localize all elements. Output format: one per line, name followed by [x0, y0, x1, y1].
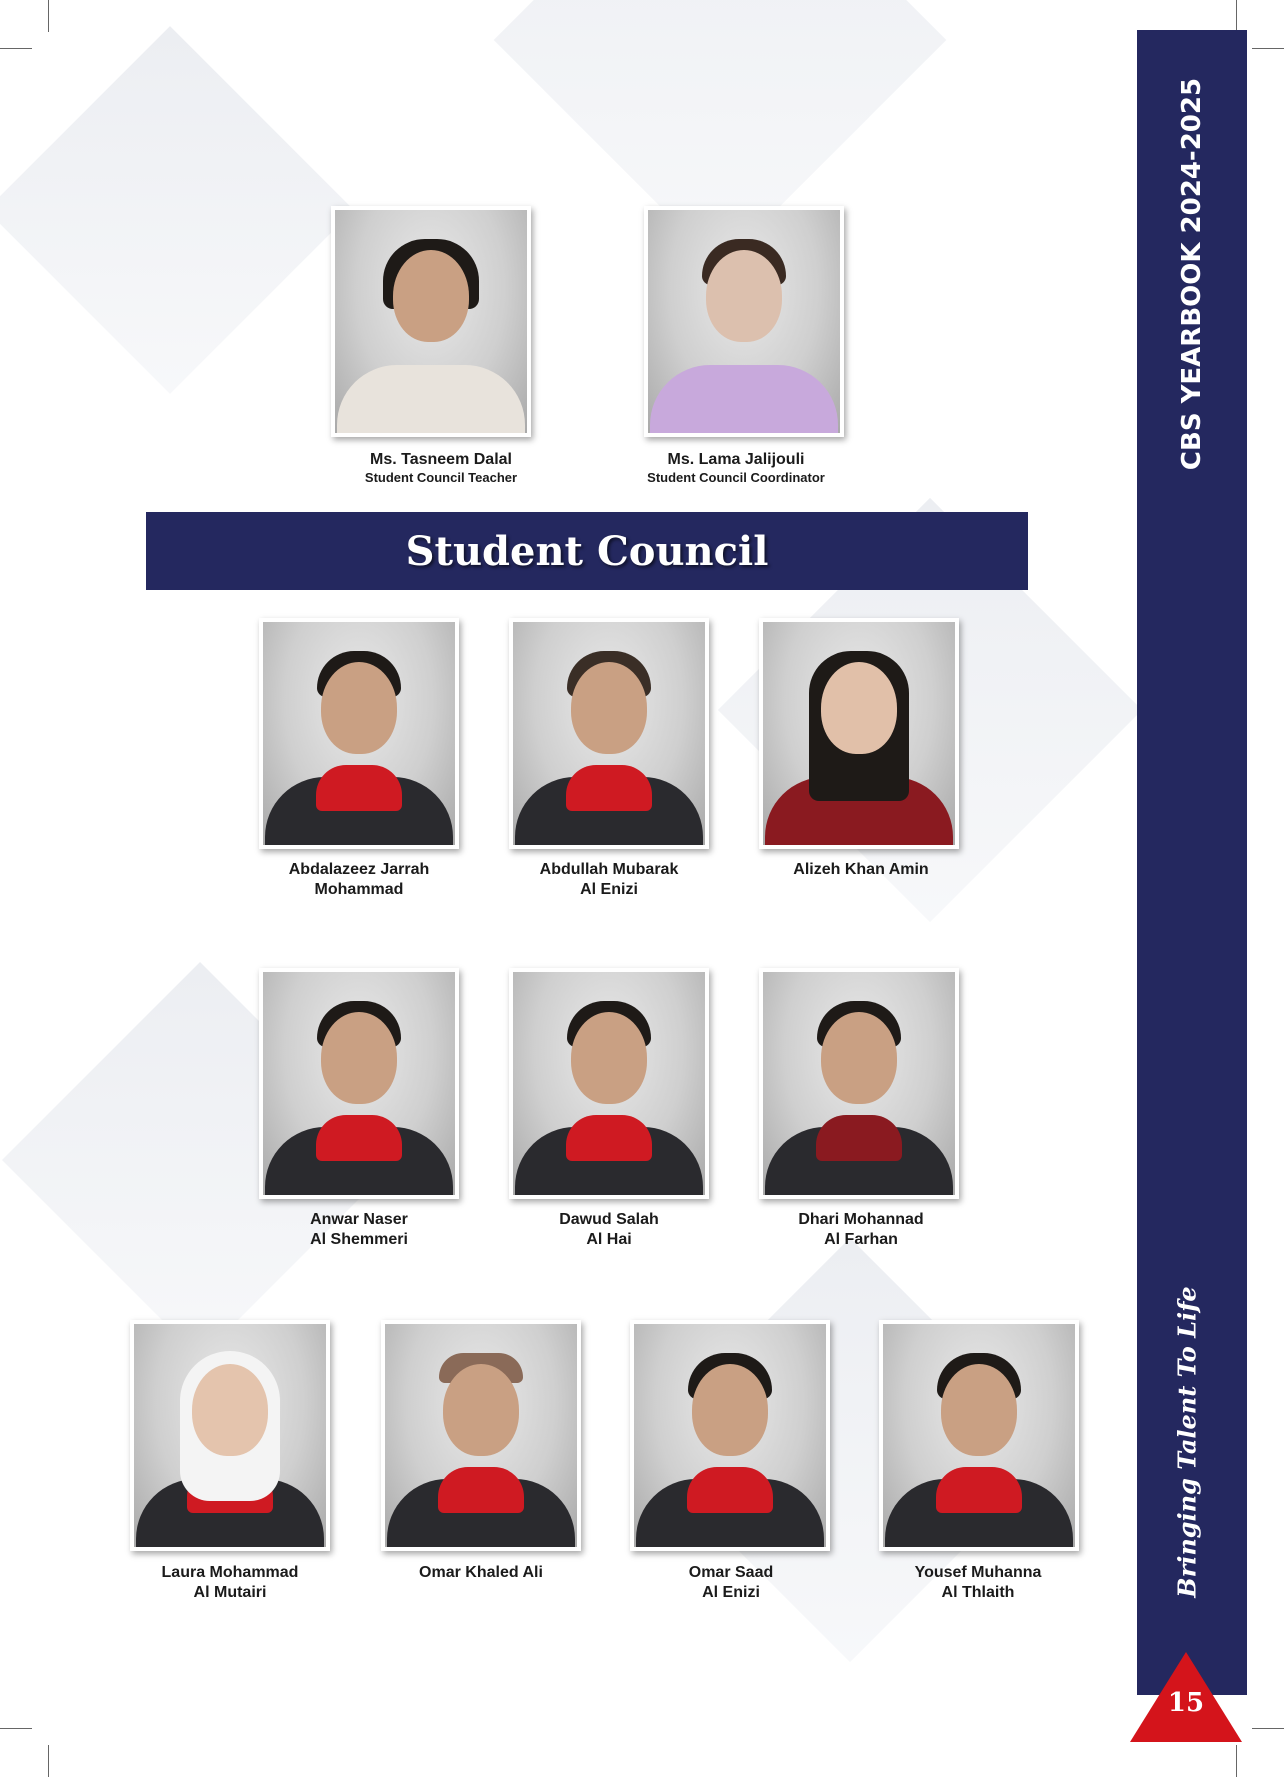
staff-photo — [331, 206, 531, 437]
student-caption — [601, 1563, 861, 1603]
staff-caption — [311, 450, 571, 486]
crop-mark — [0, 1728, 32, 1729]
student-caption — [351, 1563, 611, 1583]
student-photo — [759, 968, 959, 1199]
student-name-line2: Al Hai — [586, 1231, 632, 1248]
crop-mark — [0, 48, 32, 49]
student-photo — [879, 1320, 1079, 1551]
student-name-line1: Yousef Muhanna — [914, 1564, 1042, 1581]
student-photo — [630, 1320, 830, 1551]
student-name-line1: Laura Mohammad — [161, 1564, 299, 1581]
staff-caption — [606, 450, 866, 486]
student-name-line2: Al Mutairi — [193, 1584, 267, 1601]
student-caption — [229, 860, 489, 900]
crop-mark — [1236, 0, 1237, 32]
student-photo — [509, 618, 709, 849]
student-photo — [509, 968, 709, 1199]
student-name-line1: Abdullah Mubarak — [539, 861, 679, 878]
student-name-line1: Omar Saad — [688, 1564, 774, 1581]
staff-name: Ms. Lama Jalijouli — [667, 451, 805, 468]
student-caption — [479, 1210, 739, 1250]
student-photo — [759, 618, 959, 849]
crop-mark — [1252, 1728, 1284, 1729]
student-name-line1: Alizeh Khan Amin — [793, 861, 929, 878]
page-number: 15 — [1167, 1688, 1205, 1718]
student-photo — [130, 1320, 330, 1551]
yearbook-title: CBS YEARBOOK 2024-2025 — [1177, 77, 1207, 471]
student-caption — [229, 1210, 489, 1250]
student-caption — [731, 860, 991, 880]
student-caption — [479, 860, 739, 900]
background-diamond — [0, 26, 354, 394]
student-name-line2: Al Enizi — [580, 881, 638, 898]
student-photo — [259, 618, 459, 849]
student-caption — [100, 1563, 360, 1603]
crop-mark — [48, 1745, 49, 1777]
student-name-line2: Al Thlaith — [941, 1584, 1015, 1601]
staff-role: Student Council Teacher — [364, 470, 518, 485]
student-name-line1: Dhari Mohannad — [798, 1211, 924, 1228]
student-name-line2: Al Farhan — [824, 1231, 898, 1248]
student-name-line1: Abdalazeez Jarrah — [288, 861, 430, 878]
student-photo — [381, 1320, 581, 1551]
crop-mark — [1236, 1745, 1237, 1777]
crop-mark — [1252, 48, 1284, 49]
staff-role: Student Council Coordinator — [647, 470, 825, 485]
student-photo — [259, 968, 459, 1199]
staff-name: Ms. Tasneem Dalal — [370, 451, 512, 468]
student-caption — [848, 1563, 1108, 1603]
section-title: Student Council — [405, 527, 769, 575]
student-name-line2: Al Shemmeri — [310, 1231, 408, 1248]
crop-mark — [48, 0, 49, 32]
student-name-line1: Omar Khaled Ali — [419, 1564, 543, 1581]
student-name-line2: Al Enizi — [702, 1584, 760, 1601]
student-name-line1: Dawud Salah — [559, 1211, 659, 1228]
section-banner — [146, 512, 1028, 590]
student-name-line1: Anwar Naser — [310, 1211, 408, 1228]
student-caption — [731, 1210, 991, 1250]
yearbook-tagline: Bringing Talent To Life — [1172, 1286, 1202, 1598]
student-name-line2: Mohammad — [314, 881, 404, 898]
staff-photo — [644, 206, 844, 437]
